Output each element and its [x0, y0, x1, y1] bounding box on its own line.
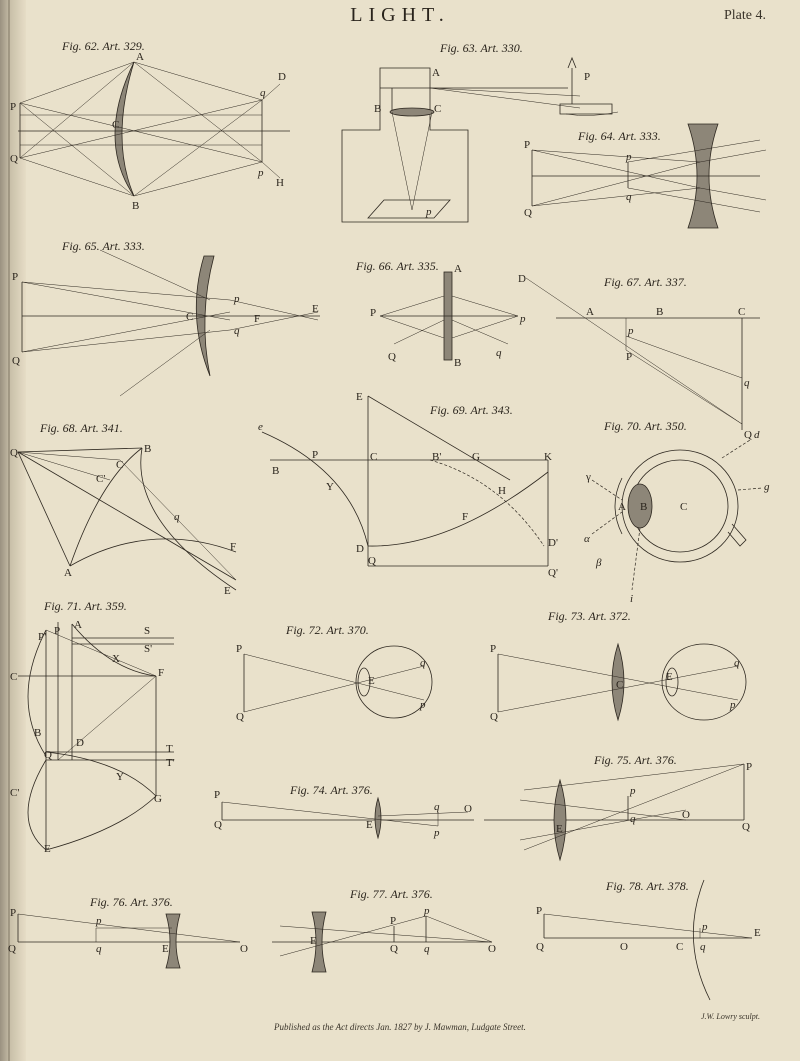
- figure-label: G: [472, 451, 480, 463]
- figure-label: d: [754, 429, 760, 441]
- figure-label: A: [586, 306, 594, 318]
- figure-label: E: [556, 823, 563, 835]
- fig-63-caption: Fig. 63. Art. 330.: [440, 41, 523, 55]
- fig-65: [12, 239, 320, 396]
- fig-67-caption: Fig. 67. Art. 337.: [604, 275, 687, 289]
- fig-66: [355, 259, 526, 369]
- figure-label: C': [10, 787, 20, 799]
- figure-label: F: [462, 511, 469, 523]
- figure-label: A: [454, 263, 462, 275]
- figure-label: H: [276, 177, 284, 189]
- figure-label: p: [234, 293, 240, 305]
- figure-label: Q: [490, 711, 498, 723]
- fig-67: [518, 273, 760, 441]
- figure-label: Q: [744, 429, 752, 441]
- fig-78: [536, 879, 761, 1000]
- fig-78-caption: Fig. 78. Art. 378.: [606, 879, 689, 893]
- figure-label: O: [464, 803, 472, 815]
- fig-64: [524, 124, 766, 228]
- figure-label: P: [370, 307, 377, 319]
- figure-label: γ: [586, 471, 591, 483]
- fig-71: [10, 599, 175, 855]
- figure-label: p: [626, 151, 632, 163]
- figure-label: B: [374, 103, 382, 115]
- fig-75: [484, 753, 752, 860]
- figure-label: Q: [236, 711, 244, 723]
- figure-label: P: [584, 71, 591, 83]
- figure-label: g: [764, 481, 770, 493]
- fig-77-caption: Fig. 77. Art. 376.: [350, 887, 433, 901]
- figure-label: C: [616, 679, 624, 691]
- figure-label: q: [626, 191, 632, 203]
- figure-label: Q: [8, 943, 16, 955]
- figure-label: E: [366, 819, 373, 831]
- fig-68: [10, 421, 236, 597]
- figure-label: C: [434, 103, 442, 115]
- figure-label: P: [10, 907, 17, 919]
- figure-label: F: [158, 667, 165, 679]
- figure-label: C: [186, 311, 194, 323]
- figure-label: Q: [214, 819, 222, 831]
- fig-73-caption: Fig. 73. Art. 372.: [548, 609, 631, 623]
- figure-label: A: [618, 501, 626, 513]
- figure-label: B: [34, 727, 42, 739]
- fig-75-convex-lens: [554, 780, 566, 860]
- figure-label: B: [640, 501, 648, 513]
- figure-label: P: [390, 915, 397, 927]
- figure-label: Q: [388, 351, 396, 363]
- figure-label: B: [144, 443, 152, 455]
- figure-label: K: [544, 451, 552, 463]
- fig-74-caption: Fig. 74. Art. 376.: [290, 783, 373, 797]
- figure-label: C: [10, 671, 18, 683]
- figure-label: E: [368, 675, 375, 687]
- figure-label: S: [144, 625, 151, 637]
- figure-label: Q: [10, 153, 18, 165]
- figure-label: A: [136, 51, 144, 63]
- fig-74: [214, 783, 474, 839]
- figure-label: B: [454, 357, 462, 369]
- figure-label: q: [700, 941, 706, 953]
- figure-label: B': [432, 451, 442, 463]
- figure-label: E: [666, 671, 673, 683]
- figure-label: q: [630, 813, 636, 825]
- figure-label: β: [596, 557, 602, 569]
- figure-label: P: [536, 905, 543, 917]
- figure-label: P: [524, 139, 531, 151]
- fig-74-convex-lens: [375, 798, 381, 838]
- figure-label: A: [74, 619, 82, 631]
- figure-label: P: [490, 643, 497, 655]
- figure-label: P: [312, 449, 319, 461]
- figure-label: C: [738, 306, 746, 318]
- fig-63: [342, 41, 618, 222]
- figure-label: O: [240, 943, 248, 955]
- figure-label: B: [132, 200, 140, 212]
- figure-label: q: [424, 943, 430, 955]
- fig-76-caption: Fig. 76. Art. 376.: [90, 895, 173, 909]
- figure-label: G: [154, 793, 162, 805]
- figure-label: O: [620, 941, 628, 953]
- figure-label: p: [420, 699, 426, 711]
- figure-label: Q: [368, 555, 376, 567]
- figure-label: Q: [44, 749, 52, 761]
- fig-71-caption: Fig. 71. Art. 359.: [44, 599, 127, 613]
- figure-label: A: [432, 67, 440, 79]
- fig-62: [10, 39, 290, 212]
- figure-label: P': [38, 631, 47, 643]
- fig-66-caption: Fig. 66. Art. 335.: [356, 259, 439, 273]
- figure-label: E: [162, 943, 169, 955]
- figure-label: P: [626, 351, 633, 363]
- figure-label: E: [754, 927, 761, 939]
- figure-label: p: [426, 206, 432, 218]
- figure-label: T: [166, 743, 173, 755]
- fig-68-caption: Fig. 68. Art. 341.: [40, 421, 123, 435]
- figure-label: E: [310, 935, 317, 947]
- figure-label: S': [144, 643, 153, 655]
- figure-label: B: [656, 306, 664, 318]
- figure-label: q: [744, 377, 750, 389]
- figure-label: B: [272, 465, 280, 477]
- figure-label: H: [498, 485, 506, 497]
- figure-label: i: [630, 593, 634, 605]
- figure-label: C: [112, 119, 120, 131]
- figure-label: q: [260, 87, 266, 99]
- figure-label: p: [628, 325, 634, 337]
- figure-label: q: [734, 657, 740, 669]
- engraver-credit: J.W. Lowry sculpt.: [700, 1012, 760, 1021]
- figure-label: X: [112, 653, 120, 665]
- figure-label: Q': [548, 567, 558, 579]
- figure-label: D: [76, 737, 84, 749]
- figure-label: O: [682, 809, 690, 821]
- figure-label: F: [254, 313, 261, 325]
- figure-label: p: [520, 313, 526, 325]
- figure-label: p: [258, 167, 264, 179]
- figure-label: p: [730, 699, 736, 711]
- fig-70-caption: Fig. 70. Art. 350.: [604, 419, 687, 433]
- figure-label: A: [64, 567, 72, 579]
- figure-label: P: [54, 625, 61, 637]
- figure-label: E: [224, 585, 231, 597]
- figure-label: Q: [390, 943, 398, 955]
- figure-label: P: [746, 761, 753, 773]
- figure-label: q: [420, 657, 426, 669]
- figure-label: q: [234, 325, 240, 337]
- fig-76: [8, 895, 248, 968]
- figure-label: Q: [536, 941, 544, 953]
- figure-label: Y: [326, 481, 334, 493]
- plate-title: LIGHT.: [350, 4, 450, 26]
- fig-75-caption: Fig. 75. Art. 376.: [594, 753, 677, 767]
- figure-label: D: [356, 543, 364, 555]
- figure-label: q: [174, 511, 180, 523]
- fig-77: [272, 887, 496, 972]
- figure-label: D: [518, 273, 526, 285]
- figure-label: e: [258, 421, 263, 433]
- figure-label: Q: [524, 207, 532, 219]
- fig-69-caption: Fig. 69. Art. 343.: [430, 403, 513, 417]
- figure-label: q: [96, 943, 102, 955]
- figure-label: Q: [742, 821, 750, 833]
- figure-label: Q: [10, 447, 18, 459]
- figure-label: T': [166, 757, 175, 769]
- figure-label: p: [630, 785, 636, 797]
- figure-label: C: [676, 941, 684, 953]
- fig-70: [584, 419, 770, 605]
- publisher-line: Published as the Act directs Jan. 1827 by J. Mawman, Ludgate Street.: [274, 1022, 526, 1032]
- figure-label: C: [680, 501, 688, 513]
- figure-label: q: [496, 347, 502, 359]
- plate-number: Plate 4.: [724, 8, 766, 23]
- figure-label: O: [488, 943, 496, 955]
- figure-label: F: [230, 541, 237, 553]
- figure-label: P: [12, 271, 19, 283]
- fig-69: [258, 391, 558, 579]
- figure-label: p: [702, 921, 708, 933]
- figure-label: p: [96, 915, 102, 927]
- figure-label: q: [434, 801, 440, 813]
- figure-label: p: [424, 905, 430, 917]
- figure-label: Q: [12, 355, 20, 367]
- fig-62-caption: Fig. 62. Art. 329.: [62, 39, 145, 53]
- figure-label: D': [548, 537, 558, 549]
- figure-label: C': [96, 473, 106, 485]
- fig-64-caption: Fig. 64. Art. 333.: [578, 129, 661, 143]
- figure-label: C: [370, 451, 378, 463]
- figure-label: P: [10, 101, 17, 113]
- fig-72: [236, 623, 432, 723]
- figure-label: P: [214, 789, 221, 801]
- figure-label: E: [44, 843, 51, 855]
- figure-label: p: [434, 827, 440, 839]
- figure-label: E: [312, 303, 319, 315]
- figure-label: P: [236, 643, 243, 655]
- fig-76-concave-lens: [166, 914, 180, 968]
- figure-label: D: [278, 71, 286, 83]
- fig-73: [490, 609, 746, 723]
- figure-label: α: [584, 533, 590, 545]
- fig-72-caption: Fig. 72. Art. 370.: [286, 623, 369, 637]
- figure-label: Y: [116, 771, 124, 783]
- figure-label: E: [356, 391, 363, 403]
- figure-label: C: [116, 459, 124, 471]
- fig-65-caption: Fig. 65. Art. 333.: [62, 239, 145, 253]
